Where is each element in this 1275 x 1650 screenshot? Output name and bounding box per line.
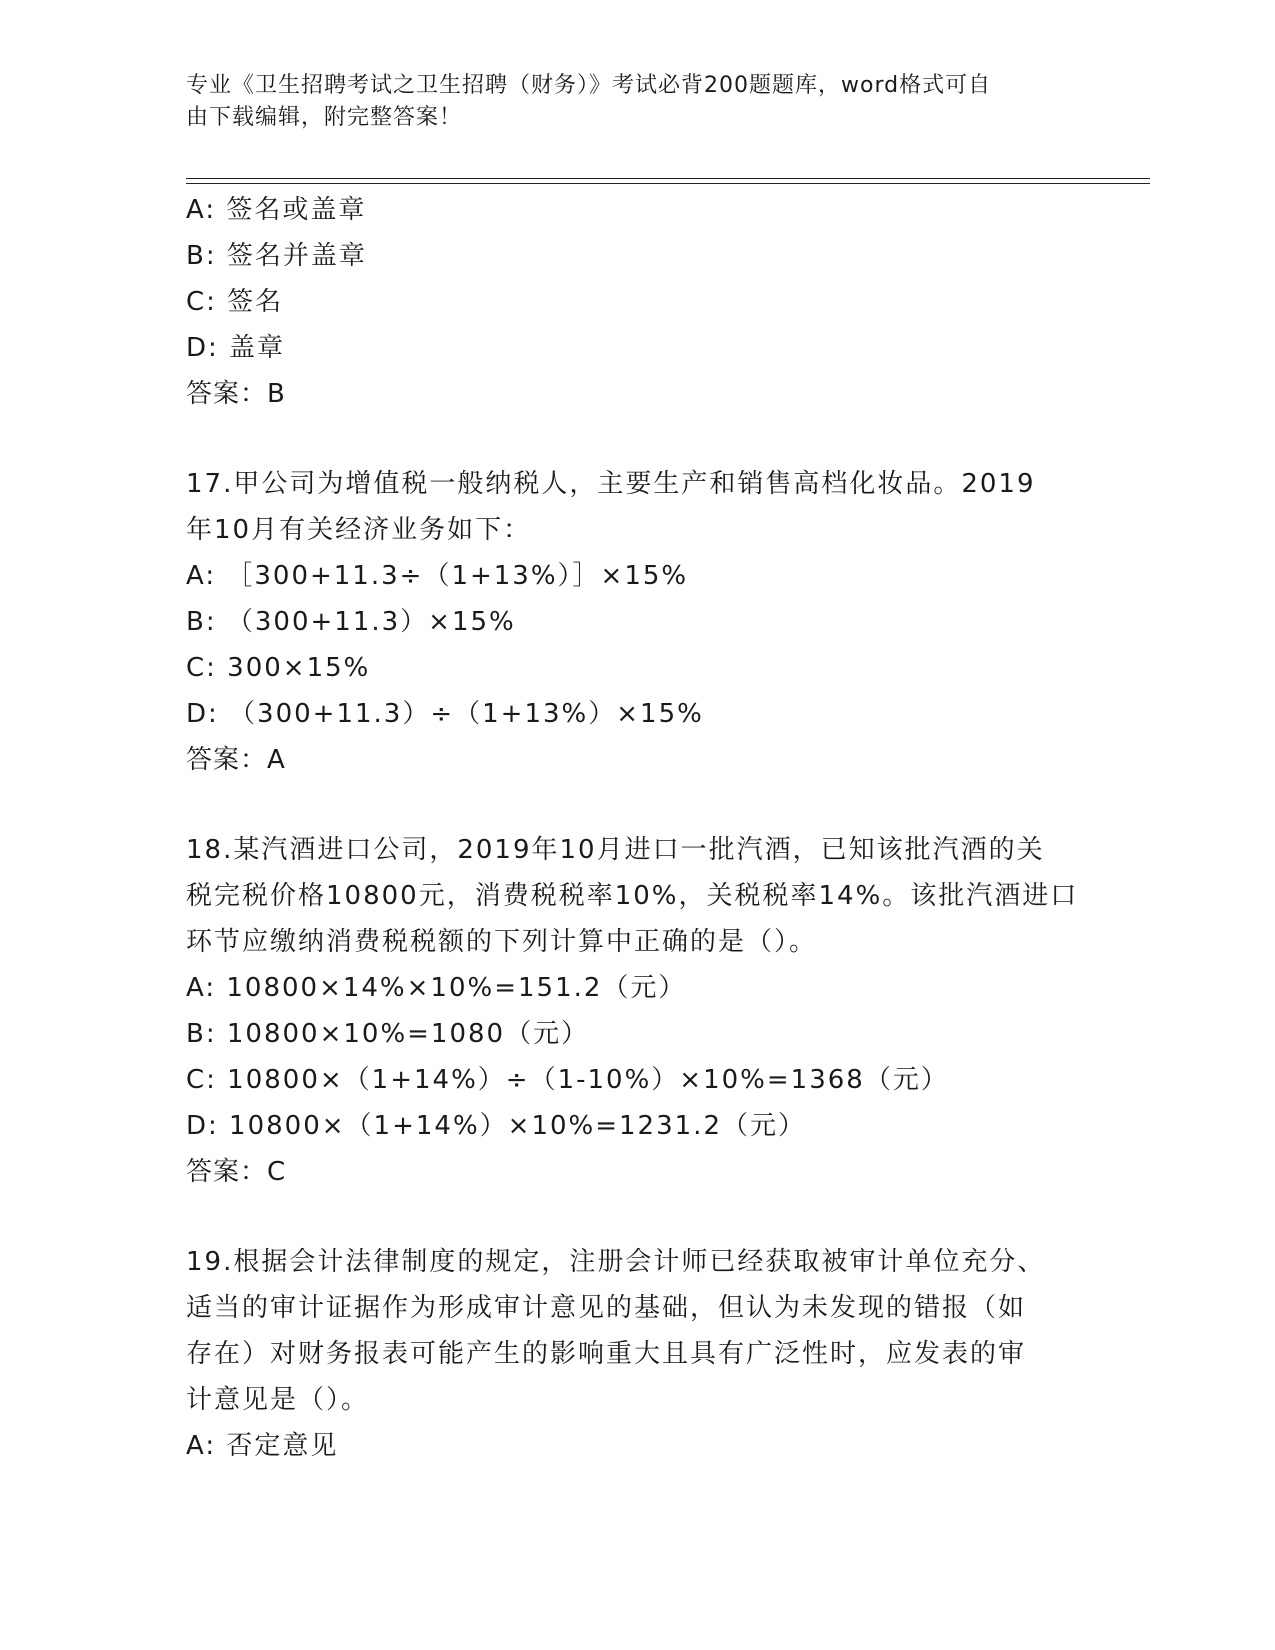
question-18: [186, 827, 1079, 1195]
header-line-2: 由下载编辑，附完整答案！: [186, 105, 463, 130]
question-stem-line: 计意见是（）。: [186, 1385, 370, 1415]
option-a: A: ［300+11.3÷（1+13%）］×15%: [186, 561, 689, 591]
option-b: B: （300+11.3）×15%: [186, 607, 516, 637]
option-c: C: 10800×（1+14%）÷（1-10%）×10%=1368（元）: [186, 1065, 949, 1095]
option-a: A: 10800×14%×10%=151.2（元）: [186, 973, 687, 1003]
question-stem-line: 适当的审计证据作为形成审计意见的基础，但认为未发现的错报（如: [186, 1293, 1027, 1323]
option-c: C: 300×15%: [186, 653, 371, 683]
option-a: A: 签名或盖章: [186, 195, 367, 225]
question-stem-line: 年10月有关经济业务如下：: [186, 515, 532, 545]
option-d: D: 盖章: [186, 333, 286, 363]
question-stem-line: 存在）对财务报表可能产生的影响重大且具有广泛性时，应发表的审: [186, 1339, 1027, 1369]
header-line-1: 专业《卫生招聘考试之卫生招聘（财务）》考试必背200题题库，word格式可自: [186, 73, 992, 98]
option-d: D: （300+11.3）÷（1+13%）×15%: [186, 699, 704, 729]
answer-line: 答案：B: [186, 379, 286, 409]
answer-line: 答案：C: [186, 1157, 287, 1187]
question-stem-line: 环节应缴纳消费税税额的下列计算中正确的是（）。: [186, 927, 818, 957]
option-b: B: 10800×10%=1080（元）: [186, 1019, 590, 1049]
question-16: [186, 187, 1076, 417]
question-19: [186, 1239, 1076, 1469]
header-rule-bottom: [186, 183, 1150, 184]
option-d: D: 10800×（1+14%）×10%=1231.2（元）: [186, 1111, 806, 1141]
answer-line: 答案：A: [186, 745, 286, 775]
question-17: [186, 461, 1076, 783]
option-a: A: 否定意见: [186, 1431, 339, 1461]
header-rule-top: [186, 178, 1150, 179]
question-stem-line: 17.甲公司为增值税一般纳税人，主要生产和销售高档化妆品。2019: [186, 469, 1036, 499]
question-stem-line: 19.根据会计法律制度的规定，注册会计师已经获取被审计单位充分、: [186, 1247, 1046, 1277]
question-stem-line: 税完税价格10800元，消费税税率10%，关税税率14%。该批汽酒进口: [186, 881, 1079, 911]
option-b: B: 签名并盖章: [186, 241, 367, 271]
document-header: [186, 70, 1076, 134]
option-c: C: 签名: [186, 287, 284, 317]
document-body: [186, 187, 1079, 1469]
question-stem-line: 18.某汽酒进口公司，2019年10月进口一批汽酒，已知该批汽酒的关: [186, 835, 1045, 865]
